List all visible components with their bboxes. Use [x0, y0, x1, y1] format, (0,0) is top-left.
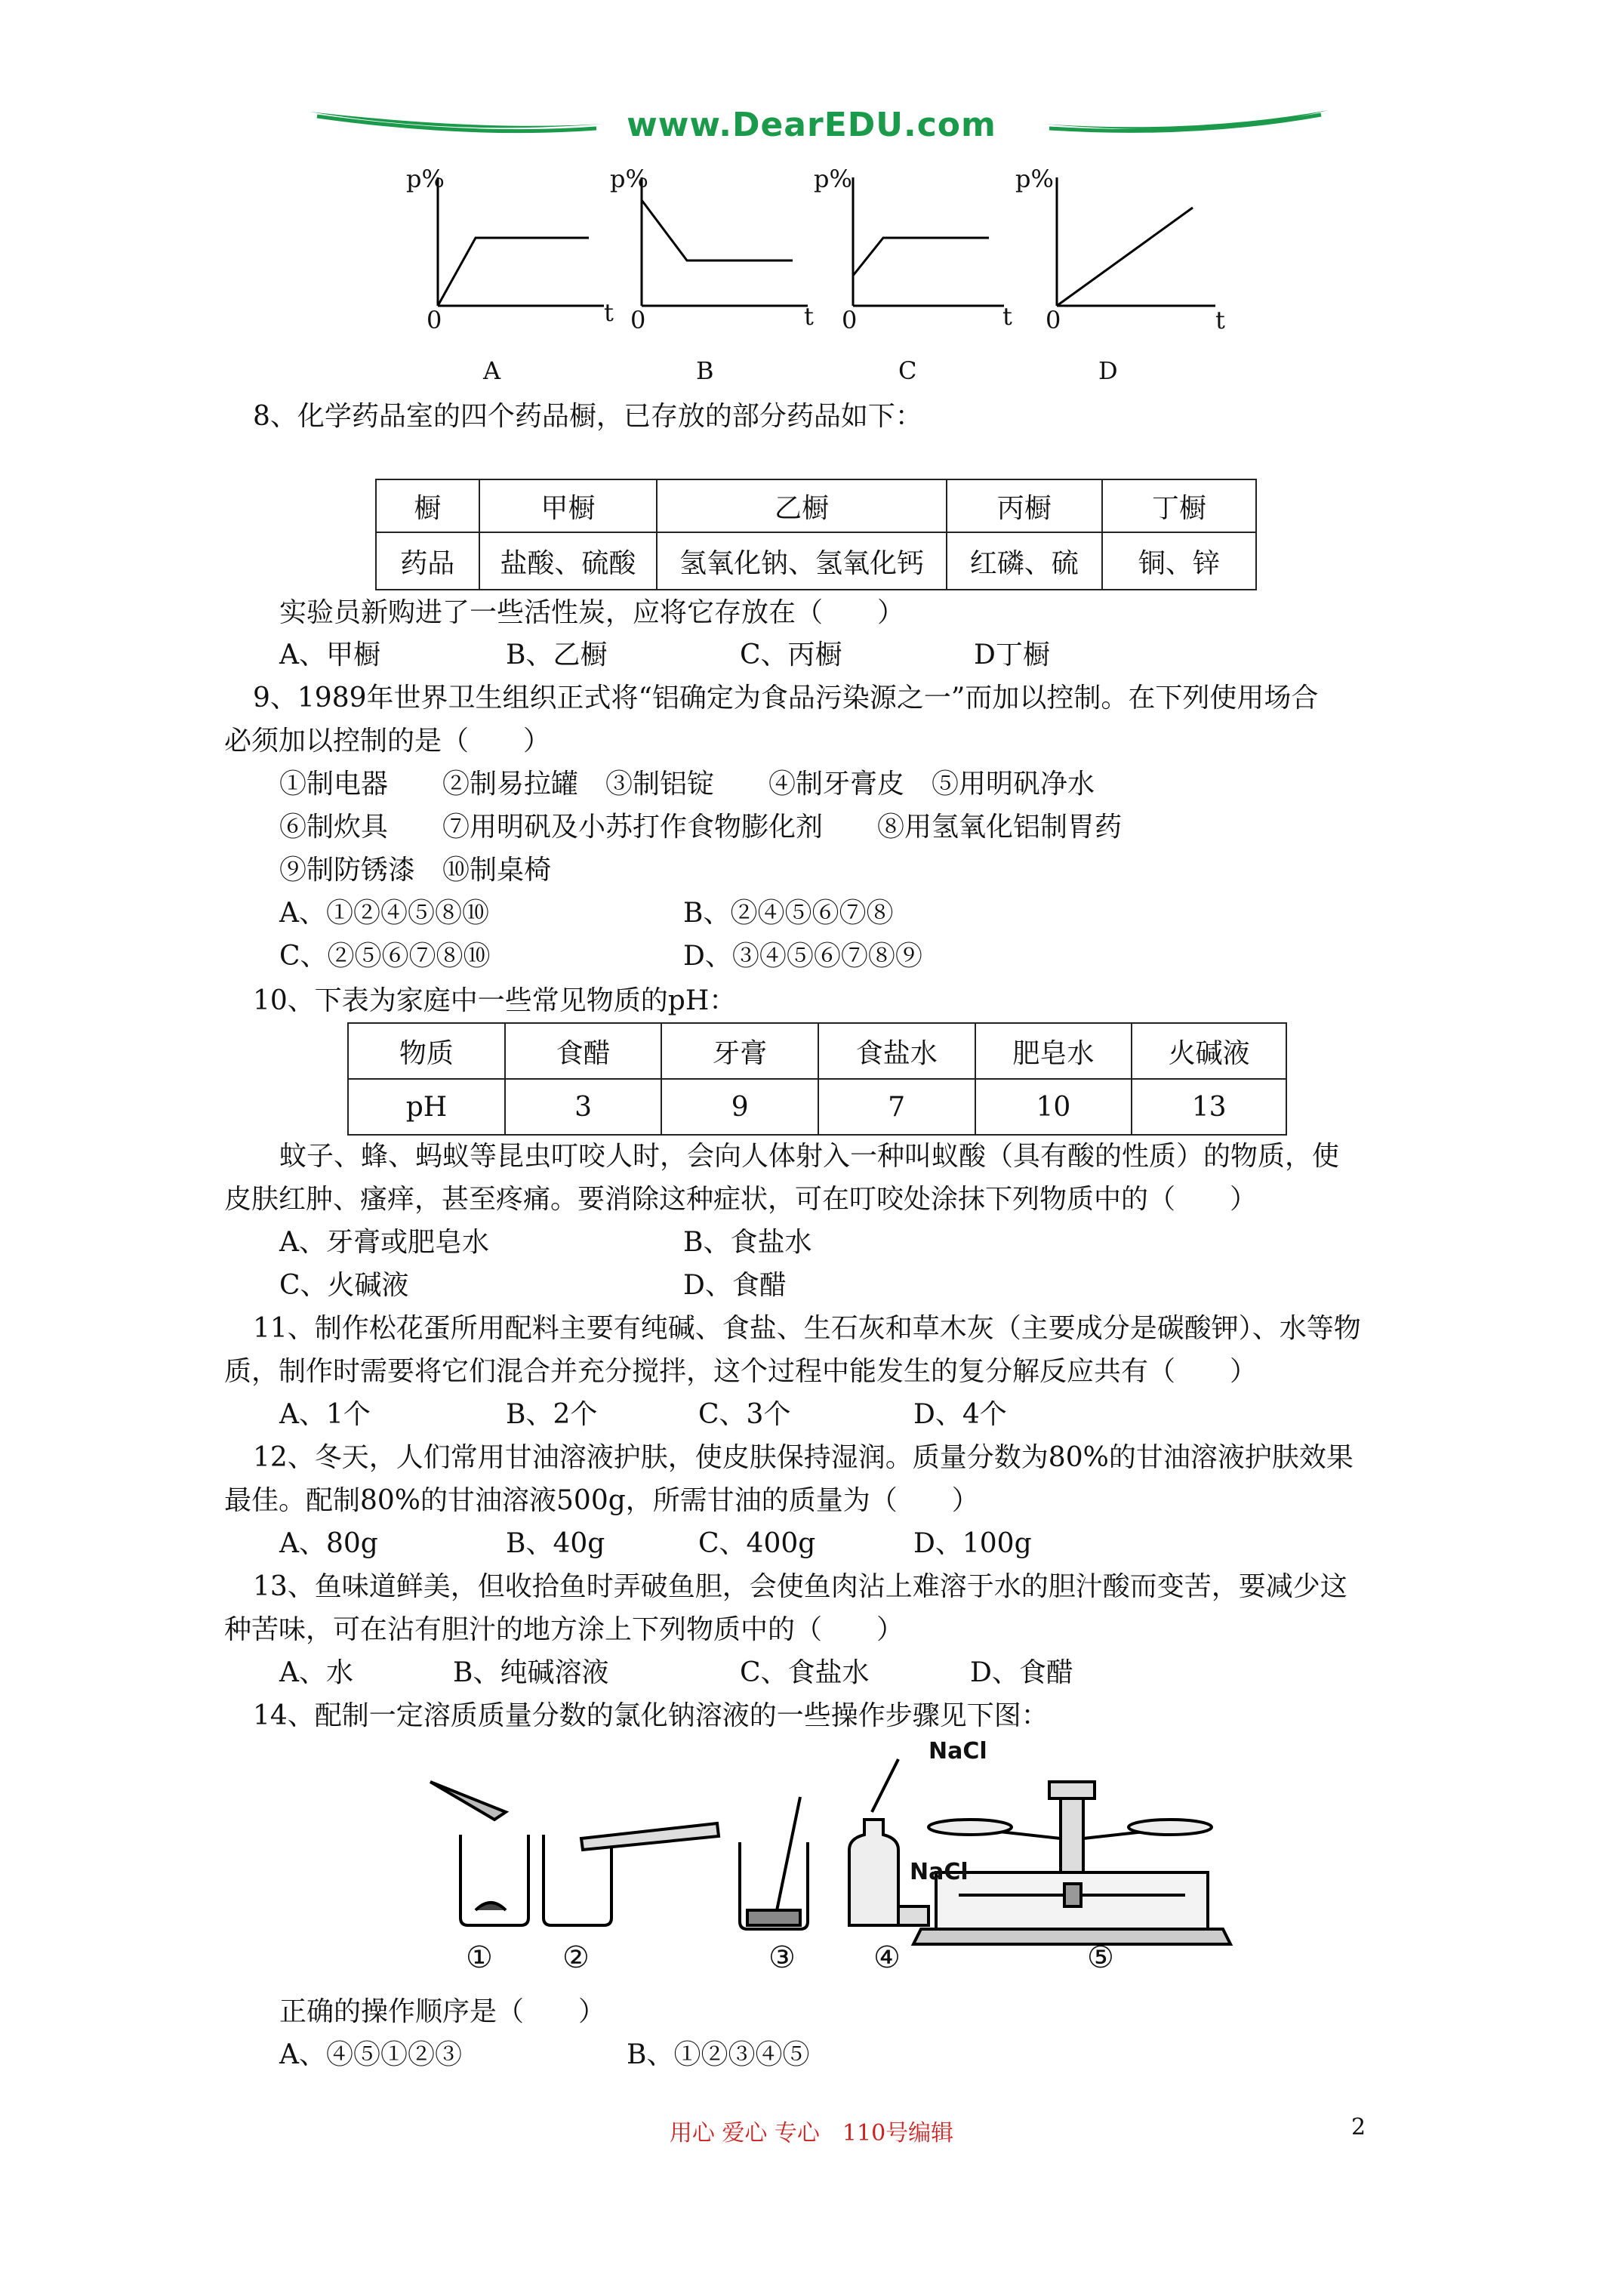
- q10-table-row: [348, 1079, 1286, 1135]
- graph-label-c: C: [898, 356, 917, 385]
- origin-b: 0: [630, 306, 646, 334]
- axis-y-label-d: p%: [1015, 165, 1054, 193]
- q8-cell: 铜、锌: [1102, 532, 1256, 590]
- step-label-1: ①: [466, 1940, 493, 1975]
- q11-option-a: A、1个: [279, 1399, 371, 1430]
- q10-cell: 3: [505, 1079, 662, 1135]
- graph-d: [1057, 177, 1215, 306]
- q11-stem-1: 11、制作松花蛋所用配料主要有纯碱、食盐、生石灰和草木灰（主要成分是碳酸钾）、水等物: [253, 1313, 1361, 1344]
- q11-option-d: D、4个: [913, 1399, 1007, 1430]
- q13-stem-2: 种苦味，可在沾有胆汁的地方涂上下列物质中的（ ）: [224, 1614, 904, 1645]
- q8-option-d: D丁橱: [974, 639, 1050, 670]
- q10-cell: 食醋: [505, 1023, 662, 1079]
- q12-option-d: D、100g: [913, 1528, 1032, 1559]
- step-2-cylinder: [581, 1823, 719, 1850]
- graph-label-a: A: [483, 356, 501, 385]
- q10-stem: 10、下表为家庭中一些常见物质的pH：: [253, 985, 737, 1016]
- q14-question: 正确的操作顺序是（ ）: [279, 1996, 606, 2027]
- q8-option-c: C、丙橱: [740, 639, 842, 670]
- q8-table-row: [376, 532, 1256, 590]
- q8-stem: 8、化学药品室的四个药品橱，已存放的部分药品如下：: [253, 401, 922, 432]
- q10-table-row: [348, 1023, 1286, 1079]
- step-4-bottle: [849, 1820, 898, 1925]
- q11-option-b: B、2个: [506, 1399, 598, 1430]
- axis-y-label-c: p%: [814, 165, 852, 193]
- q8-cell: 丙橱: [947, 479, 1102, 532]
- q8-cell: 盐酸、硫酸: [479, 532, 658, 590]
- q13-option-d: D、食醋: [970, 1657, 1073, 1688]
- step-3-rod: [774, 1797, 800, 1925]
- q11-stem-2: 质，制作时需要将它们混合并充分搅拌，这个过程中能发生的复分解反应共有（ ）: [224, 1356, 1258, 1387]
- q10-cell: 10: [975, 1079, 1132, 1135]
- origin-d: 0: [1046, 306, 1061, 334]
- q13-stem-1: 13、鱼味道鲜美，但收拾鱼时弄破鱼胆，会使鱼肉沾上难溶于水的胆汁酸而变苦，要减少这: [253, 1571, 1347, 1602]
- q10-option-b: B、食盐水: [683, 1227, 812, 1258]
- q10-table: [347, 1022, 1287, 1136]
- q8-cell: 甲橱: [479, 479, 658, 532]
- q12-stem-2: 最佳。配制80%的甘油溶液500g，所需甘油的质量为（ ）: [224, 1485, 979, 1516]
- q14-option-a: A、④⑤①②③: [279, 2039, 462, 2070]
- step-label-3: ③: [768, 1940, 796, 1975]
- q14-stem: 14、配制一定溶质质量分数的氯化钠溶液的一些操作步骤见下图：: [253, 1700, 1049, 1731]
- q10-cell: 13: [1132, 1079, 1286, 1135]
- q10-cell: 7: [818, 1079, 975, 1135]
- axis-x-label-c: t: [1002, 302, 1012, 331]
- q8-cell: 氢氧化钠、氢氧化钙: [657, 532, 947, 590]
- q12-option-c: C、400g: [698, 1528, 816, 1559]
- step-label-5: ⑤: [1087, 1940, 1114, 1975]
- axis-x-label-d: t: [1215, 306, 1225, 334]
- q14-option-b: B、①②③④⑤: [627, 2039, 810, 2070]
- site-name: www.DearEDU.com: [627, 106, 996, 144]
- q12-option-b: B、40g: [506, 1528, 605, 1559]
- q10-cell: 食盐水: [818, 1023, 975, 1079]
- q9-option-b: B、②④⑤⑥⑦⑧: [683, 898, 894, 929]
- origin-a: 0: [427, 306, 442, 334]
- step-label-2: ②: [562, 1940, 590, 1975]
- axis-x-label-a: t: [604, 298, 614, 327]
- q9-option-d: D、③④⑤⑥⑦⑧⑨: [683, 941, 922, 972]
- step-1-paper: [430, 1782, 506, 1820]
- q10-option-d: D、食醋: [683, 1270, 787, 1301]
- nacl-label-bottle: NaCl: [910, 1859, 969, 1885]
- q13-option-a: A、水: [279, 1657, 353, 1688]
- q10-cell: 牙膏: [661, 1023, 818, 1079]
- q10-cell: 9: [661, 1079, 818, 1135]
- q10-option-c: C、火碱液: [279, 1270, 409, 1301]
- q8-table-row: [376, 479, 1256, 532]
- graph-b: [642, 177, 808, 306]
- axis-x-label-b: t: [804, 302, 814, 331]
- q8-option-b: B、乙橱: [506, 639, 608, 670]
- graph-c: [853, 177, 1004, 306]
- page-number: 2: [1351, 2114, 1366, 2140]
- footer-text: 用心 爱心 专心 110号编辑: [669, 2120, 954, 2147]
- q10-cell: 火碱液: [1132, 1023, 1286, 1079]
- graph-label-b: B: [696, 356, 714, 385]
- q11-option-c: C、3个: [698, 1399, 791, 1430]
- q10-text-1: 蚊子、蜂、蚂蚁等昆虫叮咬人时，会向人体射入一种叫蚁酸（具有酸的性质）的物质，使: [279, 1141, 1340, 1172]
- axis-y-label-a: p%: [406, 165, 445, 193]
- q8-cell: 丁橱: [1102, 479, 1256, 532]
- q8-cell: 乙橱: [657, 479, 947, 532]
- q10-cell: 肥皂水: [975, 1023, 1132, 1079]
- q10-text-2: 皮肤红肿、瘙痒，甚至疼痛。要消除这种症状，可在叮咬处涂抹下列物质中的（ ）: [224, 1184, 1258, 1215]
- q10-cell: 物质: [348, 1023, 505, 1079]
- q8-table: [375, 479, 1257, 590]
- q9-option-a: A、①②④⑤⑧⑩: [279, 898, 489, 929]
- q9-option-c: C、②⑤⑥⑦⑧⑩: [279, 941, 491, 972]
- q10-cell: pH: [348, 1079, 505, 1135]
- step-1-beaker: [460, 1835, 528, 1925]
- graph-label-d: D: [1098, 356, 1118, 385]
- q8-cell: 红磷、硫: [947, 532, 1102, 590]
- lab-steps-svg: [415, 1737, 1276, 1986]
- q12-stem-1: 12、冬天，人们常用甘油溶液护肤，使皮肤保持湿润。质量分数为80%的甘油溶液护肤效果: [253, 1442, 1354, 1473]
- q8-question: 实验员新购进了一些活性炭，应将它存放在（ ）: [279, 597, 905, 628]
- q9-stem-2: 必须加以控制的是（ ）: [224, 726, 551, 757]
- q8-option-a: A、甲橱: [279, 639, 380, 670]
- q13-option-c: C、食盐水: [740, 1657, 870, 1688]
- q12-option-a: A、80g: [279, 1528, 378, 1559]
- origin-c: 0: [842, 306, 858, 334]
- axis-y-label-b: p%: [610, 165, 648, 193]
- q13-option-b: B、纯碱溶液: [453, 1657, 609, 1688]
- step-label-4: ④: [873, 1940, 901, 1975]
- q9-list-3: ⑨制防锈漆 ⑩制桌椅: [279, 855, 552, 886]
- q8-cell: 药品: [376, 532, 479, 590]
- q9-stem-1: 9、1989年世界卫生组织正式将“铝确定为食品污染源之一”而加以控制。在下列使用场合: [253, 683, 1319, 713]
- graph-a: [438, 177, 604, 306]
- nacl-label-balance: NaCl: [929, 1738, 987, 1764]
- q9-list-2: ⑥制炊具 ⑦用明矾及小苏打作食物膨化剂 ⑧用氢氧化铝制胃药: [279, 812, 1123, 843]
- q8-cell: 橱: [376, 479, 479, 532]
- q9-list-1: ①制电器 ②制易拉罐 ③制铝锭 ④制牙膏皮 ⑤用明矾净水: [279, 769, 1095, 800]
- q10-option-a: A、牙膏或肥皂水: [279, 1227, 489, 1258]
